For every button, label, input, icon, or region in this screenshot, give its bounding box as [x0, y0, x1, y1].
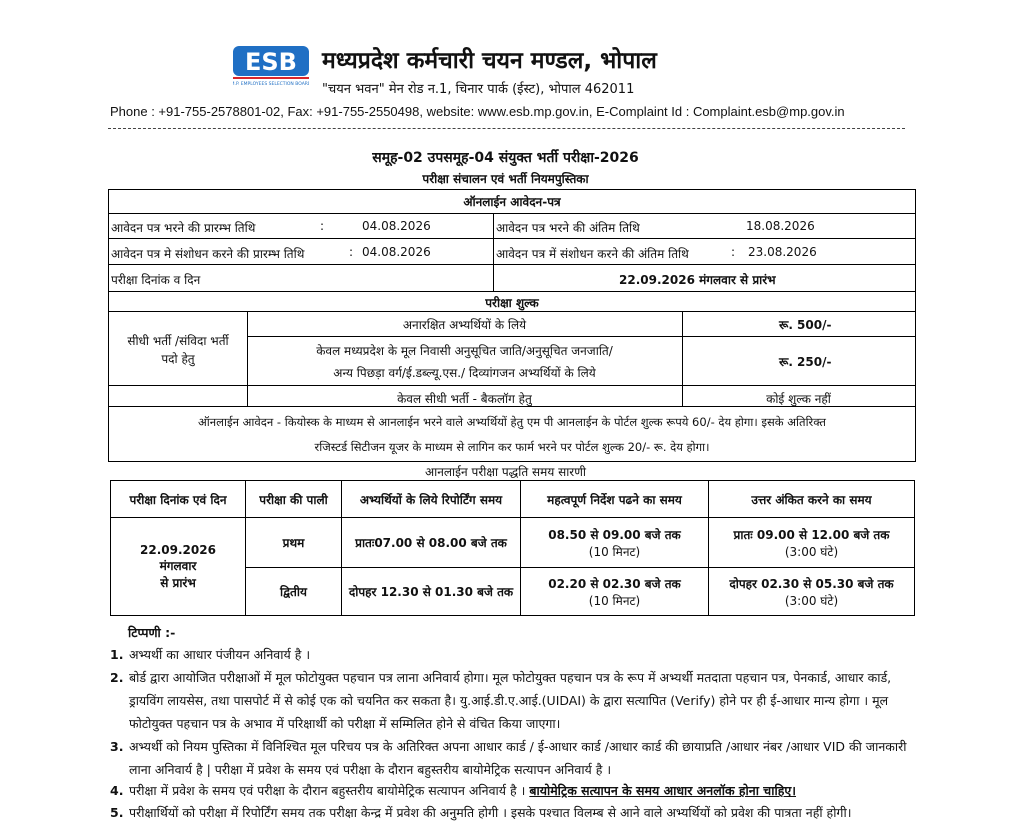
schedule-table: [110, 480, 915, 616]
exam-date-cell: [111, 518, 246, 616]
col-header: परीक्षा दिनांक एवं दिन: [111, 481, 246, 518]
note-number: 5.: [110, 805, 124, 820]
fee-category-line2: पदो हेतु: [161, 352, 195, 366]
answering-duration: (3:00 घंटे): [784, 544, 839, 559]
backlog-label: केवल सीधी भर्ती - बैकलॉग हेतु: [397, 392, 532, 406]
org-name: मध्यप्रदेश कर्मचारी चयन मण्डल, भोपाल: [322, 48, 657, 74]
note-text: अभ्यर्थी का आधार पंजीयन अनिवार्य है ।: [129, 647, 311, 662]
answering-time: प्रातः 09.00 से 12.00 बजे तक: [733, 527, 890, 542]
fees-box: [108, 291, 916, 462]
col-header: उत्तर अंकित करने का समय: [709, 481, 915, 518]
instructions-cell: [521, 518, 709, 568]
instructions-time: 08.50 से 09.00 बजे तक: [548, 527, 681, 542]
esb-logo: [233, 46, 309, 86]
reserved-fee: रू. 250/-: [779, 355, 832, 369]
fees-heading: परीक्षा शुल्क: [485, 296, 539, 310]
instructions-time: 02.20 से 02.30 बजे तक: [548, 576, 681, 591]
note-item: [110, 666, 930, 735]
logo-text: ESB: [245, 48, 297, 76]
logo-subtext: M.P. EMPLOYEES SELECTION BOARD: [233, 82, 309, 86]
note-item: [110, 801, 930, 831]
edit-end-value: 23.08.2026: [748, 245, 817, 259]
contact-line: Phone : +91-755-2578801-02, Fax: +91-755-2550498, website: www.esb.mp.gov.in, E-Complaint Id : Complaint.esb@mp.gov.in: [110, 104, 845, 119]
end-date-value: 18.08.2026: [746, 219, 815, 233]
answering-time: दोपहर 02.30 से 05.30 बजे तक: [729, 576, 894, 591]
col-header: महत्वपूर्ण निर्देश पढने का समय: [521, 481, 709, 518]
reporting-cell: प्रातः07.00 से 08.00 बजे तक: [342, 518, 521, 568]
unreserved-fee: रू. 500/-: [779, 318, 832, 332]
note-number: 3.: [110, 739, 124, 754]
col-header: परीक्षा की पाली: [246, 481, 342, 518]
org-address: "चयन भवन" मेन रोड न.1, चिनार पार्क (ईस्ट), भोपाल 462011: [322, 82, 635, 97]
answering-cell: [709, 518, 915, 568]
exam-date-value: 22.09.2026 मंगलवार से प्रारंभ: [619, 273, 776, 287]
reporting-cell: दोपहर 12.30 से 01.30 बजे तक: [342, 568, 521, 616]
schedule-caption: आनलाईन परीक्षा पद्धति समय सारणी: [424, 465, 587, 479]
edit-end-sep: :: [731, 245, 736, 259]
table-row: [111, 518, 915, 568]
rules-title: परीक्षा संचालन एवं भर्ती नियमपुस्तिका: [422, 172, 589, 186]
end-date-label: आवेदन पत्र भरने की अंतिम तिथि: [496, 221, 640, 235]
note-item: [110, 779, 930, 802]
shift-cell: प्रथम: [246, 518, 342, 568]
edit-start-value: 04.08.2026: [362, 245, 431, 259]
note-text-plain: परीक्षा में प्रवेश के समय एवं परीक्षा के दौरान बहुस्तरीय बायोमेट्रिक सत्यापन अनिवार्य है ।: [129, 783, 530, 798]
start-date-label: आवेदन पत्र भरने की प्रारम्भ तिथि: [111, 221, 256, 235]
edit-start-sep: :: [349, 245, 354, 259]
schedule-start: से प्रारंभ: [160, 575, 196, 590]
note-text: परीक्षार्थियों को परीक्षा में रिपोर्टिंग समय तक परीक्षा केन्द्र में प्रवेश की अनुमति होगी । इसके पश्चात विलम्ब से आने वाले अभ्यर्थियों को प्रवेश की पात्रता नहीं होगी।: [129, 805, 852, 820]
exam-date-label: परीक्षा दिनांक व दिन: [111, 273, 201, 287]
reserved-label-line1: केवल मध्यप्रदेश के मूल निवासी अनुसूचित जाति/अनुसूचित जनजाति/: [316, 344, 613, 358]
start-date-value: 04.08.2026: [362, 219, 431, 233]
online-application-heading: ऑनलाईन आवेदन-पत्र: [463, 195, 561, 209]
notes-heading: टिप्पणी :-: [128, 625, 176, 640]
note-text: अभ्यर्थी को नियम पुस्तिका में विनिश्चित मूल परिचय पत्र के अतिरिक्त अपना आधार कार्ड / ई-आधार कार्ड /आधार कार्ड की छायाप्रति /आधार नंबर /आधार VID की जानकारी लाना अनिवार्य है | परीक्षा में प्रवेश के समय एवं परीक्षा के दौरान बहुस्तरीय बायोमेट्रिक सत्यापन अनिवार्य है ।: [129, 739, 907, 777]
col-header: अभ्यर्थियों के लिये रिपोर्टिंग समय: [342, 481, 521, 518]
instructions-cell: [521, 568, 709, 616]
portal-fee-line2: रजिस्टर्ड सिटीजन यूजर के माध्यम से लागिन कर फार्म भरने पर पोर्टल शुल्क 20/- रू. देय होगा।: [314, 440, 710, 454]
note-text: बोर्ड द्वारा आयोजित परीक्षाओं में मूल फोटोयुक्त पहचान पत्र लाना अनिवार्य होगा। मूल फोटोयुक्त पहचान पत्र के रूप में अभ्यर्थी मतदाता पहचान पत्र, पेनकार्ड, आधार कार्ड, ड्रायविंग लायसेस, तथा पासपोर्ट में से कोई एक को चयनित कर सकता है। यु.आई.डी.ए.आई.(UIDAI) के द्वारा सत्यापित (Verify) होने पर ही ई-आधार मान्य होगा । मूल फोटोयुक्त पहचान पत्र के अभाव में परिक्षार्थी को परीक्षा में सम्मिलित होने से वंचित किया जाएगा।: [129, 670, 892, 731]
exam-title: समूह-02 उपसमूह-04 संयुक्त भर्ती परीक्षा-2026: [372, 150, 639, 166]
shift-cell: द्वितीय: [246, 568, 342, 616]
table-header-row: [111, 481, 915, 518]
answering-duration: (3:00 घंटे): [784, 593, 839, 608]
instructions-duration: (10 मिनट): [588, 544, 641, 559]
edit-end-label: आवेदन पत्र में संशोधन करने की अंतिम तिथि: [496, 247, 689, 261]
edit-start-label: आवेदन पत्र मे संशोधन करने की प्रारम्भ तिथि: [111, 247, 305, 261]
unreserved-label: अनारक्षित अभ्यर्थियों के लिये: [402, 318, 527, 332]
answering-cell: [709, 568, 915, 616]
schedule-day: मंगलवार: [159, 558, 197, 573]
online-application-box: [108, 189, 916, 292]
note-text-emphasis: बायोमेट्रिक सत्यापन के समय आधार अनलॉक होना चाहिए।: [529, 783, 797, 798]
backlog-fee: कोई शुल्क नहीं: [766, 392, 831, 406]
divider: [108, 128, 905, 129]
start-date-sep: :: [320, 219, 325, 233]
note-text: [129, 779, 929, 802]
fee-category-line1: सीधी भर्ती /संविदा भर्ती: [127, 334, 229, 348]
instructions-duration: (10 मिनट): [588, 593, 641, 608]
note-item: [110, 643, 930, 666]
reserved-label-line2: अन्य पिछड़ा वर्ग/ई.डब्ल्यू.एस./ दिव्यांगजन अभ्यर्थियों के लिये: [333, 366, 596, 380]
schedule-date: 22.09.2026: [140, 542, 216, 557]
portal-fee-line1: ऑनलाईन आवेदन - कियोस्क के माध्यम से आनलाईन भरने वाले अभ्यर्थियों हेतु एम पी आनलाईन के पोर्टल शुल्क रूपये 60/- देय होगा। इसके अतिरिक्त: [198, 415, 826, 429]
note-number: 4.: [110, 783, 124, 798]
note-item: [110, 735, 930, 781]
note-number: 2.: [110, 670, 124, 685]
note-number: 1.: [110, 647, 124, 662]
